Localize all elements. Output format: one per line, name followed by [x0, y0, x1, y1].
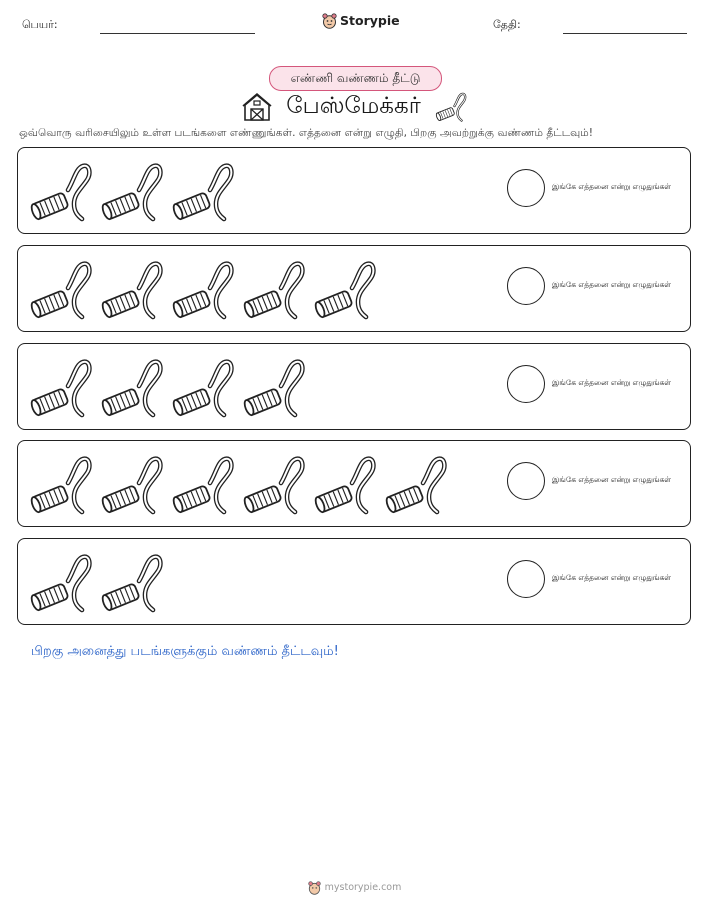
pacemaker-icon[interactable]: [101, 455, 163, 515]
item-group: [30, 553, 163, 613]
pacemaker-icon[interactable]: [30, 455, 92, 515]
pacemaker-icon: [435, 92, 467, 122]
date-label: தேதி:: [493, 18, 521, 31]
pacemaker-icon[interactable]: [101, 260, 163, 320]
pacemaker-icon[interactable]: [243, 358, 305, 418]
storypie-mascot-icon: [322, 12, 337, 29]
pacemaker-icon[interactable]: [172, 162, 234, 222]
answer-circle[interactable]: [507, 365, 545, 403]
pacemaker-icon[interactable]: [243, 260, 305, 320]
answer-circle[interactable]: [507, 560, 545, 598]
pacemaker-icon[interactable]: [172, 260, 234, 320]
pacemaker-icon[interactable]: [172, 455, 234, 515]
answer-prompt: இங்கே எத்தனை என்று எழுதுங்கள்: [552, 573, 672, 582]
activity-tag: எண்ணி வண்ணம் தீட்டு: [269, 66, 442, 91]
item-group: [30, 260, 376, 320]
answer-circle[interactable]: [507, 169, 545, 207]
answer-circle[interactable]: [507, 462, 545, 500]
pacemaker-icon[interactable]: [314, 455, 376, 515]
counting-row: [17, 147, 691, 234]
answer-circle[interactable]: [507, 267, 545, 305]
pacemaker-icon[interactable]: [30, 162, 92, 222]
title-row: [0, 90, 709, 124]
date-write-line[interactable]: [563, 33, 687, 34]
footer: [0, 880, 709, 895]
counting-row: [17, 343, 691, 430]
answer-prompt: இங்கே எத்தனை என்று எழுதுங்கள்: [552, 475, 672, 484]
pacemaker-icon[interactable]: [30, 260, 92, 320]
counting-row: [17, 245, 691, 332]
answer-prompt: இங்கே எத்தனை என்று எழுதுங்கள்: [552, 378, 672, 387]
pacemaker-icon[interactable]: [243, 455, 305, 515]
counting-row: [17, 440, 691, 527]
storypie-mascot-icon: [308, 880, 321, 895]
item-group: [30, 358, 305, 418]
footer-note: பிறகு அனைத்து படங்களுக்கும் வண்ணம் தீட்டவும்!: [31, 644, 339, 659]
answer-prompt: இங்கே எத்தனை என்று எழுதுங்கள்: [552, 182, 672, 191]
name-label: பெயர்:: [22, 18, 58, 31]
pacemaker-icon[interactable]: [101, 553, 163, 613]
instructions: ஒவ்வொரு வரிசையிலும் உள்ள படங்களை எண்ணுங்கள். எத்தனை என்று எழுதி, பிறகு அவற்றுக்கு வண்ணம் தீட்டவும்!: [19, 127, 594, 139]
pacemaker-icon[interactable]: [30, 358, 92, 418]
page-title: பேஸ்மேக்கர்: [286, 92, 421, 119]
brand-logo: [322, 12, 400, 29]
name-write-line[interactable]: [100, 33, 255, 34]
brand-name: Storypie: [340, 13, 400, 28]
pacemaker-icon[interactable]: [101, 162, 163, 222]
item-group: [30, 162, 234, 222]
pacemaker-icon[interactable]: [172, 358, 234, 418]
barn-icon: [242, 92, 272, 122]
footer-site: mystorypie.com: [324, 882, 402, 893]
item-group: [30, 455, 447, 515]
pacemaker-icon[interactable]: [30, 553, 92, 613]
counting-row: [17, 538, 691, 625]
worksheet-header: [0, 0, 709, 50]
pacemaker-icon[interactable]: [314, 260, 376, 320]
pacemaker-icon[interactable]: [385, 455, 447, 515]
answer-prompt: இங்கே எத்தனை என்று எழுதுங்கள்: [552, 280, 672, 289]
pacemaker-icon[interactable]: [101, 358, 163, 418]
